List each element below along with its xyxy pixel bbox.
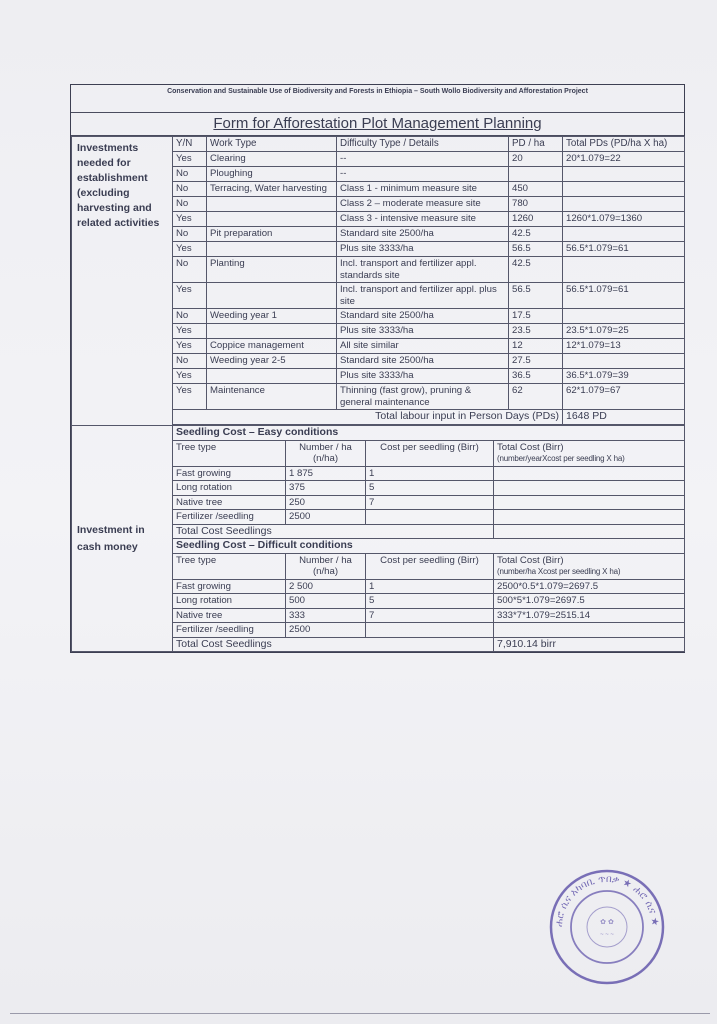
labour-cell-pd: 56.5 (509, 283, 563, 309)
cost-cell-total (494, 510, 685, 525)
planning-form (70, 84, 685, 653)
cost-cell-tree: Native tree (173, 608, 286, 623)
labour-cell-yn: No (173, 257, 207, 283)
labour-cell-pd: 62 (509, 384, 563, 410)
cost-cell-total: 333*7*1.079=2515.14 (494, 608, 685, 623)
cost-cell-number: 2 500 (286, 579, 366, 594)
cost-cell-total: 2500*0.5*1.079=2697.5 (494, 579, 685, 594)
labour-cell-pd: 42.5 (509, 257, 563, 283)
cost-cell-cost (366, 510, 494, 525)
labour-cell-diff: Class 1 - minimum measure site (337, 182, 509, 197)
labour-total-label: Total labour input in Person Days (PDs) (173, 410, 563, 425)
page-edge (10, 1013, 710, 1014)
labour-cell-work: Maintenance (207, 384, 337, 410)
col-difficulty: Difficulty Type / Details (337, 137, 509, 152)
cost-cell-number: 1 875 (286, 466, 366, 481)
cost-cell-cost: 1 (366, 466, 494, 481)
labour-cell-total: 12*1.079=13 (563, 339, 685, 354)
cost-cell-cost: 1 (366, 579, 494, 594)
labour-cell-diff: Thinning (fast grow), pruning & general maintenance (337, 384, 509, 410)
form-title: Form for Afforestation Plot Management Planning (71, 113, 684, 136)
labour-cell-yn: Yes (173, 324, 207, 339)
col-total-cost-formula: (number/yearXcost per seedling X ha) (497, 454, 625, 463)
cost-cell-total (494, 623, 685, 638)
labour-cell-yn: No (173, 167, 207, 182)
labour-cell-yn: Yes (173, 212, 207, 227)
cost-cell-total (494, 495, 685, 510)
labour-cell-work: Pit preparation (207, 227, 337, 242)
col-cost-per-seedling: Cost per seedling (Birr) (366, 553, 494, 579)
labour-cell-pd: 1260 (509, 212, 563, 227)
labour-cell-total (563, 227, 685, 242)
cost-cell-cost: 5 (366, 594, 494, 609)
project-header (71, 85, 684, 113)
labour-cell-diff: -- (337, 167, 509, 182)
labour-cell-yn: Yes (173, 339, 207, 354)
labour-cell-pd: 36.5 (509, 369, 563, 384)
cost-cell-cost: 7 (366, 495, 494, 510)
col-number: Number / ha (n/ha) (286, 440, 366, 466)
labour-cell-total: 36.5*1.079=39 (563, 369, 685, 384)
labour-table (71, 136, 685, 425)
col-cost-per-seedling: Cost per seedling (Birr) (366, 440, 494, 466)
cost-total-value: 7,910.14 birr (494, 637, 685, 652)
col-total-cost (494, 440, 685, 466)
labour-header-row (72, 137, 685, 152)
cost-cell-cost: 7 (366, 608, 494, 623)
labour-cell-diff: Class 2 – moderate measure site (337, 197, 509, 212)
labour-cell-diff: Plus site 3333/ha (337, 324, 509, 339)
labour-cell-total: 56.5*1.079=61 (563, 242, 685, 257)
labour-cell-total (563, 182, 685, 197)
cost-cell-number: 2500 (286, 510, 366, 525)
labour-cell-work (207, 242, 337, 257)
labour-cell-pd: 17.5 (509, 309, 563, 324)
cost-heading: Seedling Cost – Easy conditions (173, 426, 685, 441)
project-name: Conservation and Sustainable Use of Biodiversity and Forests in Ethiopia – South Wollo Biodiversity and Afforestation Project (167, 88, 588, 95)
cost-cell-tree: Fast growing (173, 579, 286, 594)
cost-cell-tree: Native tree (173, 495, 286, 510)
cost-cell-total (494, 481, 685, 496)
labour-cell-total: 20*1.079=22 (563, 152, 685, 167)
col-total-cost-label: Total Cost (Birr) (497, 441, 564, 453)
labour-cell-work: Planting (207, 257, 337, 283)
labour-cell-diff: Class 3 - intensive measure site (337, 212, 509, 227)
labour-cell-pd: 42.5 (509, 227, 563, 242)
labour-cell-diff: Incl. transport and fertilizer appl. standards site (337, 257, 509, 283)
labour-cell-work: Weeding year 2-5 (207, 354, 337, 369)
labour-cell-total (563, 167, 685, 182)
labour-total-value: 1648 PD (563, 410, 685, 425)
col-number: Number / ha (n/ha) (286, 553, 366, 579)
labour-cell-yn: No (173, 309, 207, 324)
labour-cell-pd: 780 (509, 197, 563, 212)
cost-cell-number: 500 (286, 594, 366, 609)
col-tree-type: Tree type (173, 553, 286, 579)
labour-cell-work (207, 197, 337, 212)
svg-text:✿ ✿: ✿ ✿ (600, 919, 614, 926)
labour-cell-total (563, 257, 685, 283)
labour-cell-work (207, 283, 337, 309)
labour-cell-diff: Standard site 2500/ha (337, 227, 509, 242)
labour-cell-total: 56.5*1.079=61 (563, 283, 685, 309)
cost-total-label: Total Cost Seedlings (173, 637, 494, 652)
cost-total-value (494, 524, 685, 539)
labour-cell-total (563, 197, 685, 212)
official-stamp (548, 868, 666, 986)
cost-heading: Seedling Cost – Difficult conditions (173, 539, 685, 554)
labour-cell-work (207, 324, 337, 339)
col-total-cost (494, 553, 685, 579)
cost-cell-tree: Fertilizer /seedling (173, 623, 286, 638)
svg-text:ሐሮ ሲና አካባቢ ጥበቃ ★ ሐሮ ሲና ★: ሐሮ ሲና አካባቢ ጥበቃ ★ ሐሮ ሲና ★ (553, 873, 661, 928)
labour-cell-work: Weeding year 1 (207, 309, 337, 324)
labour-cell-diff: Plus site 3333/ha (337, 242, 509, 257)
section-b-label: Investment in cash money (72, 426, 173, 652)
labour-cell-diff: Plus site 3333/ha (337, 369, 509, 384)
cost-total-label: Total Cost Seedlings (173, 524, 494, 539)
labour-cell-yn: No (173, 354, 207, 369)
cost-table (71, 425, 685, 652)
labour-cell-yn: Yes (173, 369, 207, 384)
labour-cell-pd: 27.5 (509, 354, 563, 369)
labour-cell-diff: Standard site 2500/ha (337, 354, 509, 369)
labour-cell-yn: No (173, 182, 207, 197)
labour-cell-pd: 12 (509, 339, 563, 354)
cost-cell-tree: Fertilizer /seedling (173, 510, 286, 525)
cost-cell-total (494, 466, 685, 481)
labour-cell-pd: 450 (509, 182, 563, 197)
cost-cell-number: 375 (286, 481, 366, 496)
labour-cell-work: Coppice management (207, 339, 337, 354)
cost-cell-tree: Long rotation (173, 594, 286, 609)
labour-cell-work (207, 369, 337, 384)
labour-cell-total (563, 354, 685, 369)
cost-cell-tree: Long rotation (173, 481, 286, 496)
col-pd-ha: PD / ha (509, 137, 563, 152)
col-total-cost-formula: (number/ha Xcost per seedling X ha) (497, 567, 621, 576)
labour-cell-total: 62*1.079=67 (563, 384, 685, 410)
cost-cell-number: 250 (286, 495, 366, 510)
labour-cell-pd: 56.5 (509, 242, 563, 257)
labour-cell-diff: Incl. transport and fertilizer appl. plus site (337, 283, 509, 309)
labour-cell-diff: Standard site 2500/ha (337, 309, 509, 324)
labour-cell-pd: 20 (509, 152, 563, 167)
labour-cell-diff: All site similar (337, 339, 509, 354)
col-work-type: Work Type (207, 137, 337, 152)
cost-heading-row (72, 426, 685, 441)
labour-cell-yn: Yes (173, 283, 207, 309)
col-yn: Y/N (173, 137, 207, 152)
labour-cell-yn: No (173, 197, 207, 212)
labour-cell-work (207, 212, 337, 227)
section-a-label: Investments needed for establishment (excluding harvesting and related activities (72, 137, 173, 425)
labour-cell-pd (509, 167, 563, 182)
cost-cell-cost (366, 623, 494, 638)
labour-cell-work: Terracing, Water harvesting (207, 182, 337, 197)
cost-cell-cost: 5 (366, 481, 494, 496)
labour-cell-total (563, 309, 685, 324)
cost-cell-total: 500*5*1.079=2697.5 (494, 594, 685, 609)
labour-cell-yn: Yes (173, 152, 207, 167)
cost-cell-tree: Fast growing (173, 466, 286, 481)
svg-text:~ ~ ~: ~ ~ ~ (600, 932, 614, 938)
col-tree-type: Tree type (173, 440, 286, 466)
labour-cell-diff: -- (337, 152, 509, 167)
labour-cell-pd: 23.5 (509, 324, 563, 339)
labour-cell-work: Ploughing (207, 167, 337, 182)
labour-cell-yn: No (173, 227, 207, 242)
labour-cell-yn: Yes (173, 242, 207, 257)
cost-cell-number: 333 (286, 608, 366, 623)
labour-cell-yn: Yes (173, 384, 207, 410)
cost-cell-number: 2500 (286, 623, 366, 638)
labour-cell-total: 1260*1.079=1360 (563, 212, 685, 227)
col-total-cost-label: Total Cost (Birr) (497, 554, 564, 566)
labour-cell-total: 23.5*1.079=25 (563, 324, 685, 339)
labour-cell-work: Clearing (207, 152, 337, 167)
col-total-pds: Total PDs (PD/ha X ha) (563, 137, 685, 152)
